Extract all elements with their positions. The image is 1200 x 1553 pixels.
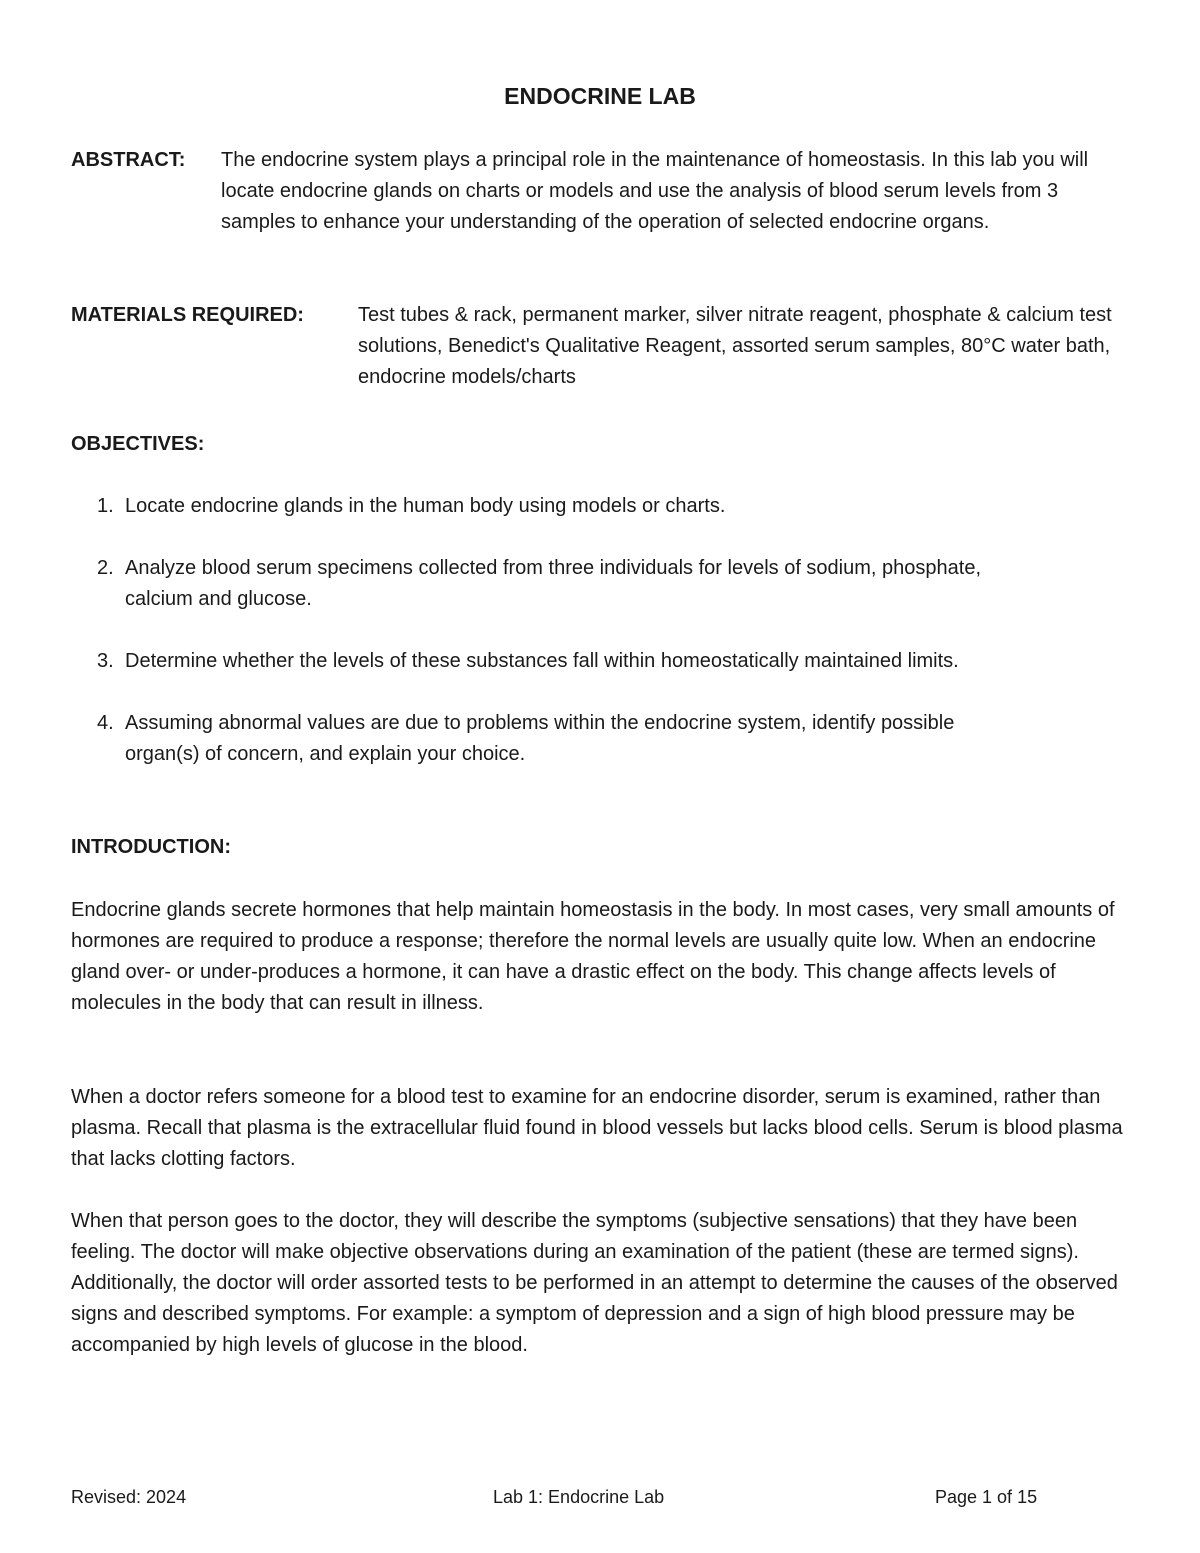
materials-text: Test tubes & rack, permanent marker, silver nitrate reagent, phosphate & calcium test solutions, Benedict's Qualitative Reagent, assorted serum samples, 80°C water bath, endocrine models/charts <box>358 304 1112 388</box>
list-item-text: Analyze blood serum specimens collected from three individuals for levels of sodium, phosphate, calcium and glucose. <box>125 557 981 610</box>
materials-label: MATERIALS REQUIRED: <box>71 304 304 326</box>
introduction-paragraph: Endocrine glands secrete hormones that help maintain homeostasis in the body. In most cases, very small amounts of hormones are required to produce a response; therefore the normal levels are usually quite low. When an endocrine gland over- or under-produces a hormone, it can have a drastic effect on the body. This change affects levels of molecules in the body that can result in illness. <box>71 899 1115 1014</box>
list-item <box>97 553 1005 615</box>
footer-revised: Revised: 2024 <box>71 1487 187 1507</box>
list-item-text: Locate endocrine glands in the human body using models or charts. <box>125 495 726 517</box>
introduction-heading: INTRODUCTION: <box>71 836 231 858</box>
objectives-list <box>97 491 1017 801</box>
introduction-paragraph: When that person goes to the doctor, they will describe the symptoms (subjective sensations) that they have been feeling. The doctor will make objective observations during an examination of the patient (these are termed signs). Additionally, the doctor will order assorted tests to be performed in an attempt to determine the causes of the observed signs and described symptoms. For example: a symptom of depression and a sign of high blood pressure may be accompanied by high levels of glucose in the blood. <box>71 1210 1118 1356</box>
introduction-paragraph: When a doctor refers someone for a blood test to examine for an endocrine disorder, serum is examined, rather than plasma. Recall that plasma is the extracellular fluid found in blood vessels but lacks blood cells. Serum is blood plasma that lacks clotting factors. <box>71 1086 1123 1170</box>
abstract-section <box>71 145 1131 238</box>
footer-page-number: Page 1 of 15 <box>935 1487 1038 1507</box>
abstract-text: The endocrine system plays a principal role in the maintenance of homeostasis. In this lab you will locate endocrine glands on charts or models and use the analysis of blood serum levels from 3 samples to enhance your understanding of the operation of selected endocrine organs. <box>221 149 1089 233</box>
objectives-heading: OBJECTIVES: <box>71 433 205 455</box>
footer-lab-title: Lab 1: Endocrine Lab <box>493 1487 665 1507</box>
list-item-text: Determine whether the levels of these substances fall within homeostatically maintained limits. <box>125 650 959 672</box>
list-item-number: 3. <box>97 650 114 672</box>
list-item-text: Assuming abnormal values are due to problems within the endocrine system, identify possible organ(s) of concern, and explain your choice. <box>125 712 955 765</box>
page-title: ENDOCRINE LAB <box>504 83 696 109</box>
materials-section <box>71 300 1131 393</box>
list-item <box>97 708 1005 770</box>
abstract-label: ABSTRACT: <box>71 149 186 171</box>
list-item <box>97 646 991 677</box>
list-item-number: 1. <box>97 495 114 517</box>
list-item-number: 4. <box>97 712 114 734</box>
list-item-number: 2. <box>97 557 114 579</box>
list-item <box>97 491 1017 522</box>
